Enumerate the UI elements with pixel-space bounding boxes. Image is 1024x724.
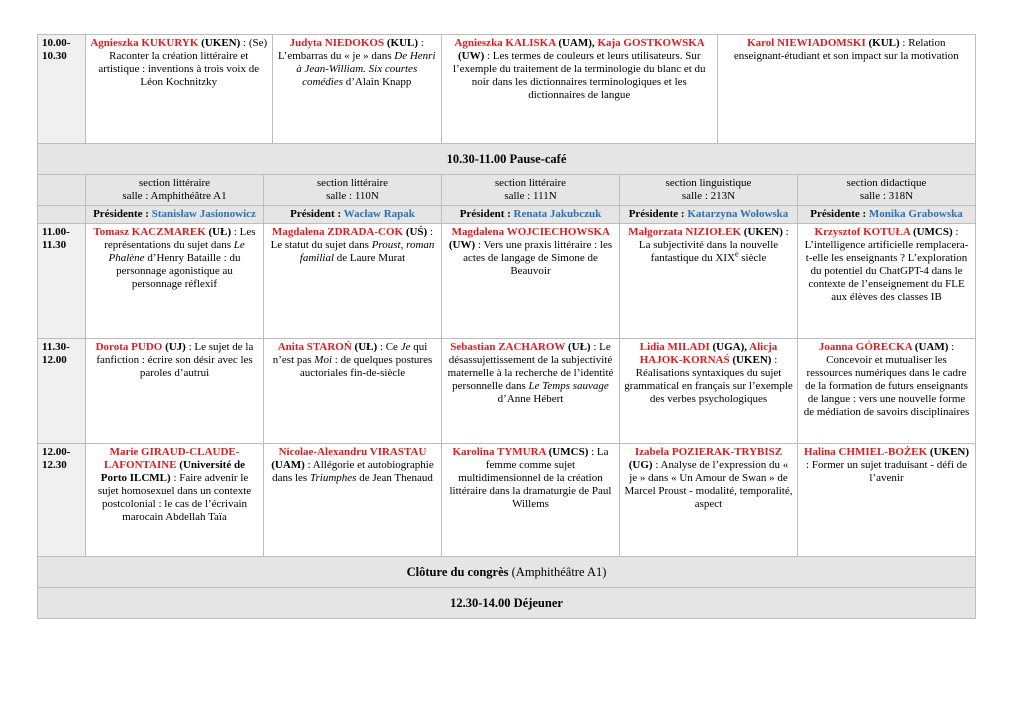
row-1200: [38, 444, 976, 557]
talk-title: : Ce: [377, 341, 401, 353]
chair-label: Président :: [459, 208, 514, 220]
talk-title: de Laure Murat: [334, 252, 406, 264]
talk-cell: [86, 339, 264, 444]
speaker-affiliation: (UAM),: [555, 37, 598, 49]
chair-label: Président :: [290, 208, 344, 220]
talk-title: d’Alain Knapp: [343, 76, 412, 88]
talk-cell: [264, 444, 442, 557]
section-room: salle : 318N: [859, 190, 914, 202]
schedule-table: [37, 34, 976, 619]
row-sections: [38, 175, 976, 206]
superscript: e: [734, 249, 739, 259]
section-header: [620, 175, 798, 206]
talk-title-italic: Le Temps sauvage: [528, 380, 609, 392]
chair-name: Monika Grabowska: [868, 208, 963, 220]
talk-title: d’Henry Bataille : du personnage agonistique au personnage réflexif: [116, 252, 241, 290]
speaker-name: Kaja GOSTKOWSKA: [597, 37, 705, 49]
talk-title: : L’intelligence artificielle remplacera-t-elle les enseignants ? L’exploration du potentiel du ChatGPT-4 dans le contexte de l’enseignement du FLE aux élèves des classes IB: [804, 226, 969, 303]
section-room: salle : 213N: [681, 190, 736, 202]
talk-cell: [798, 339, 976, 444]
talk-title: : Concevoir et mutualiser les ressources numériques dans le cadre de la formation de futurs enseignants de langue : vers une nouvelle forme de médiation de savoirs disciplinaires: [803, 341, 970, 418]
speaker-affiliation: (UŁ): [205, 226, 232, 238]
talk-title-italic: Je: [400, 341, 411, 353]
time-cell: 11.30-12.00: [38, 339, 86, 444]
talk-cell: [620, 224, 798, 339]
talk-title: : Faire advenir le sujet homosexuel dans un contexte postcolonial : le cas de l’écrivain marocain Abdellah Taïa: [97, 472, 252, 523]
speaker-affiliation: (UMCS): [545, 446, 589, 458]
speaker-name: Tomasz KACZMAREK: [93, 226, 206, 238]
speaker-name: Karol NIEWIADOMSKI: [747, 37, 866, 49]
speaker-affiliation: (KUL): [384, 37, 419, 49]
speaker-affiliation: (UW): [457, 50, 485, 62]
speaker-affiliation: (Université de Porto ILCML): [100, 459, 245, 484]
speaker-name: Agnieszka KALISKA: [454, 37, 556, 49]
speaker-name: Anita STAROŃ: [277, 341, 352, 353]
section-chair: [620, 206, 798, 224]
talk-title: : Allégorie et autobiographie dans les: [272, 459, 434, 484]
talk-title-italic: De Henri à Jean-William. Six courtes comédies: [296, 50, 436, 88]
section-type: section linguistique: [665, 177, 752, 189]
section-type: section littéraire: [494, 177, 567, 189]
lunch-band: 12.30-14.00 Déjeuner: [38, 588, 976, 619]
row-lunch: [38, 588, 976, 619]
speaker-affiliation: (UKEN): [729, 354, 772, 366]
row-1130: [38, 339, 976, 444]
speaker-affiliation: (UGA),: [709, 341, 750, 353]
speaker-affiliation: (UKEN): [741, 226, 783, 238]
talk-title-italic: Moi: [314, 354, 333, 366]
section-type: section didactique: [846, 177, 927, 189]
section-header: [442, 175, 620, 206]
section-room: salle : 110N: [326, 190, 379, 202]
chair-label: Présidente :: [93, 208, 152, 220]
speaker-name: Sebastian ZACHAROW: [450, 341, 566, 353]
section-header: [264, 175, 442, 206]
talk-title: : Analyse de l’expression du « je » dans « Un Amour de Swan » de Marcel Proust - modalité, temporalité, aspect: [624, 459, 793, 510]
row-closing: [38, 557, 976, 588]
speaker-affiliation: (UŁ): [351, 341, 378, 353]
chair-name: Katarzyna Wołowska: [687, 208, 789, 220]
talk-title: : Vers une praxis littéraire : les actes de langage de Simone de Beauvoir: [463, 239, 613, 277]
speaker-name: Izabela POZIERAK-TRYBISZ: [634, 446, 783, 458]
talk-title: : (Se) Raconter la création littéraire et artistique : inventions à trois voix de Léon Kochnitzky: [98, 37, 268, 88]
talk-cell: [620, 444, 798, 557]
talk-title: qui n’est pas: [272, 341, 428, 366]
speaker-affiliation: (UMCS): [910, 226, 953, 238]
talk-cell: [620, 339, 798, 444]
talk-cell: [442, 444, 620, 557]
talk-title: : L’embarras du « je » dans: [277, 37, 424, 62]
talk-cell: [442, 339, 620, 444]
section-type: section littéraire: [138, 177, 211, 189]
speaker-affiliation: (UŚ): [403, 226, 428, 238]
talk-title: : La subjectivité dans la nouvelle fantastique du XIX: [638, 226, 789, 264]
speaker-affiliation: (UŁ): [565, 341, 591, 353]
time-cell: 12.00-12.30: [38, 444, 86, 557]
closing-band: [38, 557, 976, 588]
speaker-name: Joanna GÓRECKA: [818, 341, 913, 353]
talk-title: d’Anne Hébert: [497, 393, 564, 405]
row-chairs: [38, 206, 976, 224]
coffee-break: 10.30-11.00 Pause-café: [38, 144, 976, 175]
talk-title-italic: Triumphes: [309, 472, 357, 484]
time-cell-empty: [38, 175, 86, 206]
morning-cells: [86, 35, 442, 144]
chair-label: Présidente :: [810, 208, 869, 220]
talk-title: : Les termes de couleurs et leurs utilisateurs. Sur l’exemple du traitement de la terminologie du blanc et du noir dans les dictionnaires terminologiques et les dictionnaires de langue: [452, 50, 706, 101]
talk-title: : Relation enseignant-étudiant et son impact sur la motivation: [733, 37, 959, 62]
talk-title: : de quelques postures auctoriales fin-de-siècle: [299, 354, 433, 379]
section-room: salle : 111N: [504, 190, 557, 202]
row-1000: [38, 35, 976, 144]
talk-title: siècle: [738, 252, 767, 264]
time-cell: 11.00-11.30: [38, 224, 86, 339]
speaker-affiliation: (UG): [628, 459, 653, 471]
speaker-name: Krzysztof KOTUŁA: [814, 226, 911, 238]
speaker-name: Magdalena ZDRADA-COK: [271, 226, 404, 238]
speaker-affiliation: (KUL): [865, 37, 900, 49]
speaker-name: Lidia MILADI: [639, 341, 710, 353]
talk-title: : Les représentations du sujet dans: [104, 226, 256, 251]
talk-cell: [442, 224, 620, 339]
row-break: [38, 144, 976, 175]
time-cell: 10.00-10.30: [38, 35, 86, 144]
speaker-name: Nicolae-Alexandru VIRASTAU: [278, 446, 427, 458]
talk-title: : Le statut du sujet dans: [270, 226, 434, 251]
speaker-affiliation: (UAM): [271, 459, 305, 471]
speaker-affiliation: (UJ): [162, 341, 186, 353]
speaker-affiliation: (UKEN): [927, 446, 970, 458]
section-chair: [798, 206, 976, 224]
talk-title: : Former un sujet traduisant - défi de l’avenir: [806, 459, 968, 484]
talk-title: : La femme comme sujet multidimensionnel de la création littéraire dans la dramaturgie de Paul Willems: [449, 446, 612, 510]
section-chair: [442, 206, 620, 224]
speaker-name: Dorota PUDO: [95, 341, 163, 353]
talk-cell: [272, 35, 441, 143]
talk-cell: [86, 444, 264, 557]
speaker-name: Judyta NIEDOKOS: [289, 37, 385, 49]
time-cell-empty: [38, 206, 86, 224]
speaker-affiliation: (UAM): [912, 341, 949, 353]
section-room: salle : Amphithéâtre A1: [122, 190, 227, 202]
chair-name: Wacław Rapak: [343, 208, 415, 220]
talk-cell: [442, 35, 717, 143]
talk-title: : Le désassujettissement de la subjectivité maternelle à la recherche de l’identité personnelle dans: [447, 341, 614, 392]
row-1100: [38, 224, 976, 339]
section-header: [86, 175, 264, 206]
chair-label: Présidente :: [628, 208, 688, 220]
chair-name: Renata Jakubczuk: [513, 208, 602, 220]
section-chair: [86, 206, 264, 224]
speaker-name: Agnieszka KUKURYK: [90, 37, 199, 49]
talk-title: : Réalisations syntaxiques du sujet grammatical en français sur l’exemple des verbes psychologiques: [624, 354, 793, 405]
speaker-affiliation: (UW): [448, 239, 476, 251]
speaker-name: Małgorzata NIZIOŁEK: [628, 226, 742, 238]
talk-title: : Le sujet de la fanfiction : écrire son désir avec les paroles d’autrui: [96, 341, 254, 379]
talk-cell: [86, 35, 272, 143]
closing-room: (Amphithéâtre A1): [508, 564, 607, 579]
talk-cell: [264, 339, 442, 444]
talk-cell: [86, 224, 264, 339]
section-header: [798, 175, 976, 206]
talk-cell: [798, 444, 976, 557]
talk-cell: [264, 224, 442, 339]
speaker-name: Alicja HAJOK-KORNAŚ: [639, 341, 778, 366]
section-chair: [264, 206, 442, 224]
speaker-name: Karolina TYMURA: [452, 446, 546, 458]
talk-title-italic: Le Phalène: [108, 239, 245, 264]
chair-name: Stanisław Jasionowicz: [151, 208, 256, 220]
speaker-name: Magdalena WOJCIECHOWSKA: [451, 226, 610, 238]
talk-title-italic: Proust, roman familial: [299, 239, 435, 264]
speaker-affiliation: (UKEN): [198, 37, 241, 49]
speaker-name: Halina CHMIEL-BOŻEK: [804, 446, 928, 458]
section-type: section littéraire: [316, 177, 389, 189]
talk-cell: [798, 224, 976, 339]
closing-title: Clôture du congrès: [406, 564, 509, 579]
morning-cells: [442, 35, 976, 144]
talk-title: de Jean Thenaud: [356, 472, 433, 484]
talk-cell: [717, 35, 975, 143]
speaker-name: Marie GIRAUD-CLAUDE-LAFONTAINE: [104, 446, 240, 471]
